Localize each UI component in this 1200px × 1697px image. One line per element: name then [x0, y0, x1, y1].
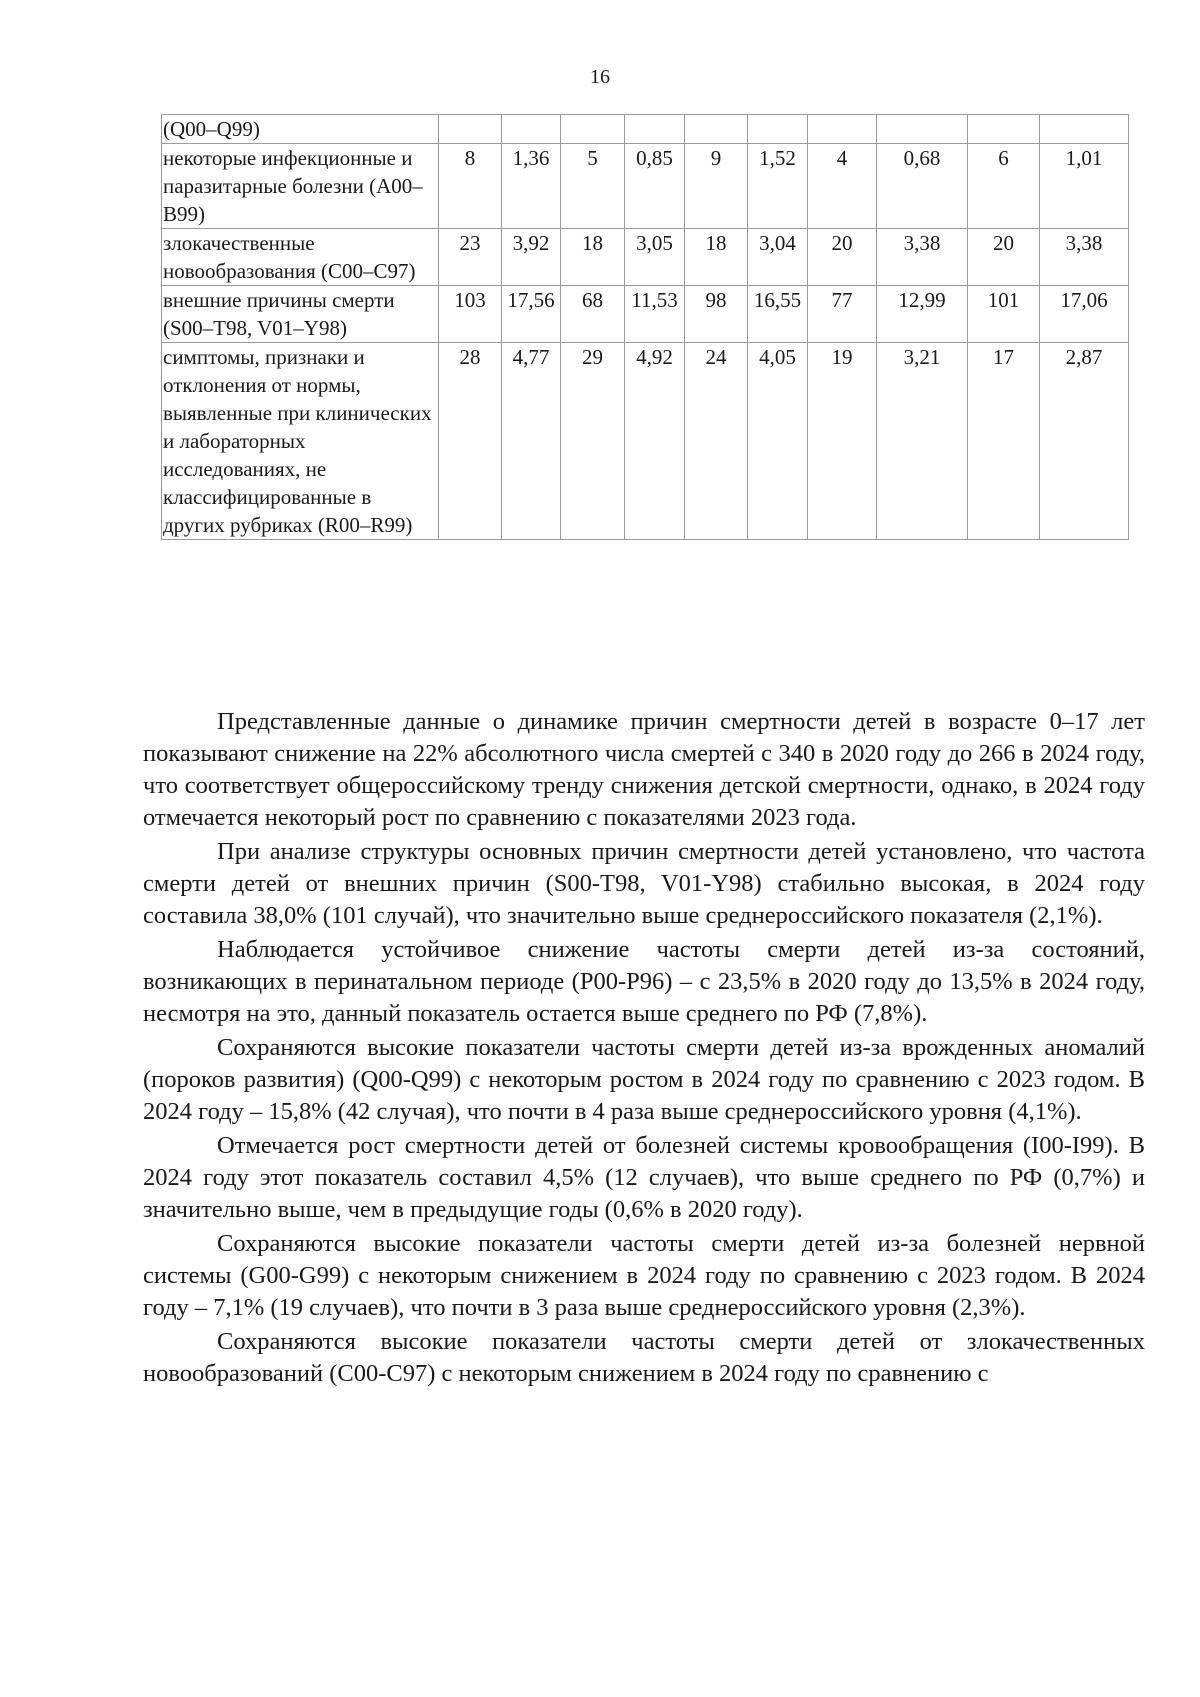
table-cell	[1040, 115, 1129, 144]
table-cell	[808, 115, 877, 144]
table-cell: 103	[439, 286, 502, 343]
body-text	[143, 706, 1145, 1392]
table-cell: 3,92	[502, 229, 561, 286]
table-cell	[502, 115, 561, 144]
table-cell: 17,06	[1040, 286, 1129, 343]
table-cell: 6	[968, 144, 1040, 229]
table-cell: 18	[685, 229, 748, 286]
paragraph: Сохраняются высокие показатели частоты смерти детей от злокачественных новообразований (C00-C97) с некоторым снижением в 2024 году по сравнению с	[143, 1328, 1145, 1387]
table-cell: 23	[439, 229, 502, 286]
table-cell	[439, 115, 502, 144]
table-cell: 4,77	[502, 343, 561, 540]
table-cell: 16,55	[748, 286, 808, 343]
table-cell: 2,87	[1040, 343, 1129, 540]
table-cell: 77	[808, 286, 877, 343]
paragraph: Сохраняются высокие показатели частоты смерти детей из-за врожденных аномалий (пороков развития) (Q00-Q99) с некоторым ростом в 2024 году по сравнению с 2023 годом. В 2024 году – 15,8% (42 случая), что почти в 4 раза выше среднероссийского уровня (4,1%).	[143, 1034, 1145, 1125]
page-number: 16	[590, 66, 610, 88]
table-cell: 29	[561, 343, 625, 540]
table-cell: 18	[561, 229, 625, 286]
table-cell: 98	[685, 286, 748, 343]
table-cell: 3,21	[877, 343, 968, 540]
table-cell: 20	[968, 229, 1040, 286]
table-cell	[968, 115, 1040, 144]
table-cell: 1,01	[1040, 144, 1129, 229]
table-cell: 1,36	[502, 144, 561, 229]
table-row	[162, 286, 1129, 343]
table-cell: 20	[808, 229, 877, 286]
table-cell: 101	[968, 286, 1040, 343]
table-cell: 0,85	[625, 144, 685, 229]
table-cell	[877, 115, 968, 144]
table-row	[162, 229, 1129, 286]
table-cell: 19	[808, 343, 877, 540]
table-cell: 1,52	[748, 144, 808, 229]
table-cell: 0,68	[877, 144, 968, 229]
paragraph: При анализе структуры основных причин смертности детей установлено, что частота смерти детей от внешних причин (S00-T98, V01-Y98) стабильно высокая, в 2024 году составила 38,0% (101 случай), что значительно выше среднероссийского показателя (2,1%).	[143, 838, 1145, 929]
table-row	[162, 144, 1129, 229]
table-cell	[748, 115, 808, 144]
row-label: (Q00–Q99)	[162, 115, 439, 144]
table-cell: 4,92	[625, 343, 685, 540]
row-label: симптомы, признаки и отклонения от нормы, выявленные при клинических и лабораторных исследованиях, не классифицированные в других рубриках (R00–R99)	[162, 343, 439, 540]
table-cell: 3,38	[877, 229, 968, 286]
table-cell: 17	[968, 343, 1040, 540]
row-label: некоторые инфекционные и паразитарные болезни (A00–B99)	[162, 144, 439, 229]
paragraph: Сохраняются высокие показатели частоты смерти детей из-за болезней нервной системы (G00-G99) с некоторым снижением в 2024 году по сравнению с 2023 годом. В 2024 году – 7,1% (19 случаев), что почти в 3 раза выше среднероссийского уровня (2,3%).	[143, 1230, 1145, 1321]
table-cell	[625, 115, 685, 144]
table-cell: 68	[561, 286, 625, 343]
paragraph: Представленные данные о динамике причин смертности детей в возрасте 0–17 лет показывают снижение на 22% абсолютного числа смертей с 340 в 2020 году до 266 в 2024 году, что соответствует общероссийскому тренду снижения детской смертности, однако, в 2024 году отмечается некоторый рост по сравнению с показателями 2023 года.	[143, 708, 1145, 831]
paragraph: Наблюдается устойчивое снижение частоты смерти детей из-за состояний, возникающих в перинатальном периоде (P00-P96) – с 23,5% в 2020 году до 13,5% в 2024 году, несмотря на это, данный показатель остается выше среднего по РФ (7,8%).	[143, 936, 1145, 1027]
table-cell: 17,56	[502, 286, 561, 343]
table-cell: 3,38	[1040, 229, 1129, 286]
table-cell: 3,05	[625, 229, 685, 286]
table-row	[162, 343, 1129, 540]
table-row	[162, 115, 1129, 144]
mortality-table	[161, 114, 1129, 540]
table-cell	[685, 115, 748, 144]
table-cell: 28	[439, 343, 502, 540]
table-cell: 4	[808, 144, 877, 229]
table-cell: 24	[685, 343, 748, 540]
table-cell: 4,05	[748, 343, 808, 540]
table-body	[162, 115, 1129, 540]
table-cell: 9	[685, 144, 748, 229]
table-cell: 5	[561, 144, 625, 229]
row-label: злокачественные новообразования (C00–C97)	[162, 229, 439, 286]
table-cell: 12,99	[877, 286, 968, 343]
table-cell: 3,04	[748, 229, 808, 286]
paragraph: Отмечается рост смертности детей от болезней системы кровообращения (I00-I99). В 2024 году этот показатель составил 4,5% (12 случаев), что выше среднего по РФ (0,7%) и значительно выше, чем в предыдущие годы (0,6% в 2020 году).	[143, 1132, 1145, 1223]
table-cell: 11,53	[625, 286, 685, 343]
table-cell: 8	[439, 144, 502, 229]
row-label: внешние причины смерти (S00–T98, V01–Y98)	[162, 286, 439, 343]
table-cell	[561, 115, 625, 144]
